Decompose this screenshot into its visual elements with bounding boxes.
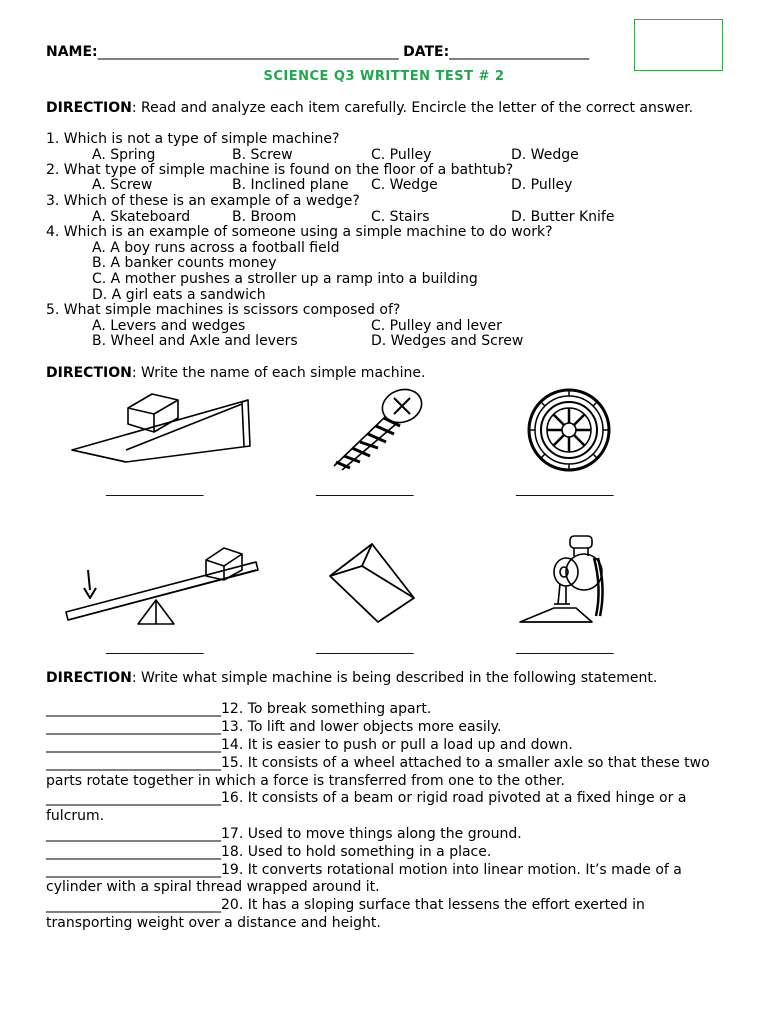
item-19-cont: cylinder with a spiral thread wrapped around it. xyxy=(46,879,380,895)
item-13-text: 13. To lift and lower objects more easily. xyxy=(221,719,502,735)
wheel-icon xyxy=(514,386,624,476)
pulley-icon xyxy=(514,528,624,632)
q2-choice-a[interactable]: A. Screw xyxy=(92,177,153,193)
direction-3-label: DIRECTION xyxy=(46,670,132,686)
date-label: DATE: xyxy=(403,44,450,60)
direction-2-text: : Write the name of each simple machine. xyxy=(131,365,426,381)
q4-choice-b[interactable]: B. A banker counts money xyxy=(92,255,277,271)
q5-choice-b[interactable]: B. Wheel and Axle and levers xyxy=(92,333,298,349)
item-16-text: 16. It consists of a beam or rigid road pivoted at a fixed hinge or a xyxy=(221,790,687,806)
q1-choice-d[interactable]: D. Wedge xyxy=(511,147,579,163)
answer-line-7[interactable]: _______________ xyxy=(316,482,414,497)
q3-choice-a[interactable]: A. Skateboard xyxy=(92,209,191,225)
direction-2 xyxy=(46,365,425,381)
item-18 xyxy=(46,844,491,860)
item-16-blank[interactable]: _________________________ xyxy=(46,790,221,806)
answer-line-10[interactable]: _______________ xyxy=(316,640,414,655)
direction-1-label: DIRECTION xyxy=(46,100,132,116)
q2-choice-c[interactable]: C. Wedge xyxy=(371,177,438,193)
answer-line-8[interactable]: _______________ xyxy=(516,482,614,497)
question-2: 2. What type of simple machine is found on the floor of a bathtub? xyxy=(46,162,514,178)
inclined-plane-icon xyxy=(66,390,256,470)
direction-3-text: : Write what simple machine is being described in the following statement. xyxy=(131,670,658,686)
item-16 xyxy=(46,790,686,806)
item-12 xyxy=(46,701,431,717)
item-15-blank[interactable]: _________________________ xyxy=(46,755,221,771)
name-field xyxy=(46,44,589,60)
item-18-text: 18. Used to hold something in a place. xyxy=(221,844,492,860)
item-16-cont: fulcrum. xyxy=(46,808,105,824)
item-18-blank[interactable]: _________________________ xyxy=(46,844,221,860)
q2-choice-d[interactable]: D. Pulley xyxy=(511,177,573,193)
item-17-text: 17. Used to move things along the ground. xyxy=(221,826,522,842)
item-13-blank[interactable]: _________________________ xyxy=(46,719,221,735)
question-5: 5. What simple machines is scissors composed of? xyxy=(46,302,401,318)
item-15-text: 15. It consists of a wheel attached to a smaller axle so that these two xyxy=(221,755,710,771)
q4-choice-a[interactable]: A. A boy runs across a football field xyxy=(92,240,340,256)
item-17 xyxy=(46,826,522,842)
q5-choice-a[interactable]: A. Levers and wedges xyxy=(92,318,246,334)
item-14-blank[interactable]: _________________________ xyxy=(46,737,221,753)
name-label: NAME: xyxy=(46,44,98,60)
item-13 xyxy=(46,719,501,735)
question-4: 4. Which is an example of someone using a simple machine to do work? xyxy=(46,224,553,240)
test-title: SCIENCE Q3 WRITTEN TEST # 2 xyxy=(263,69,505,84)
item-19 xyxy=(46,862,682,878)
screw-icon xyxy=(314,386,426,472)
wedge-icon xyxy=(326,540,418,626)
date-line: ____________________ xyxy=(449,44,590,60)
direction-1-text: : Read and analyze each item carefully. Encircle the letter of the correct answer. xyxy=(131,100,694,116)
item-20 xyxy=(46,897,645,913)
item-14-text: 14. It is easier to push or pull a load up and down. xyxy=(221,737,573,753)
direction-1 xyxy=(46,100,693,116)
item-19-blank[interactable]: _________________________ xyxy=(46,862,221,878)
item-20-text: 20. It has a sloping surface that lessens the effort exerted in xyxy=(221,897,645,913)
q1-choice-b[interactable]: B. Screw xyxy=(232,147,293,163)
q5-choice-d[interactable]: D. Wedges and Screw xyxy=(371,333,524,349)
question-1: 1. Which is not a type of simple machine? xyxy=(46,131,340,147)
answer-line-6[interactable]: _______________ xyxy=(106,482,204,497)
item-17-blank[interactable]: _________________________ xyxy=(46,826,221,842)
score-box xyxy=(634,19,723,71)
q3-choice-b[interactable]: B. Broom xyxy=(232,209,297,225)
q3-choice-c[interactable]: C. Stairs xyxy=(371,209,430,225)
item-15 xyxy=(46,755,710,771)
direction-2-label: DIRECTION xyxy=(46,365,132,381)
q1-choice-a[interactable]: A. Spring xyxy=(92,147,156,163)
item-12-text: 12. To break something apart. xyxy=(221,701,432,717)
item-20-cont: transporting weight over a distance and height. xyxy=(46,915,381,931)
q1-choice-c[interactable]: C. Pulley xyxy=(371,147,432,163)
name-line: ___________________________________________ xyxy=(97,44,399,60)
question-3: 3. Which of these is an example of a wedge? xyxy=(46,193,360,209)
item-20-blank[interactable]: _________________________ xyxy=(46,897,221,913)
q3-choice-d[interactable]: D. Butter Knife xyxy=(511,209,615,225)
direction-3 xyxy=(46,670,657,686)
item-14 xyxy=(46,737,573,753)
q2-choice-b[interactable]: B. Inclined plane xyxy=(232,177,349,193)
answer-line-9[interactable]: _______________ xyxy=(106,640,204,655)
lever-icon xyxy=(62,540,264,630)
q4-choice-c[interactable]: C. A mother pushes a stroller up a ramp into a building xyxy=(92,271,478,287)
q4-choice-d[interactable]: D. A girl eats a sandwich xyxy=(92,287,266,303)
item-19-text: 19. It converts rotational motion into linear motion. It’s made of a xyxy=(221,862,682,878)
answer-line-11[interactable]: _______________ xyxy=(516,640,614,655)
item-15-cont: parts rotate together in which a force is transferred from one to the other. xyxy=(46,773,566,789)
q5-choice-c[interactable]: C. Pulley and lever xyxy=(371,318,502,334)
item-12-blank[interactable]: _________________________ xyxy=(46,701,221,717)
